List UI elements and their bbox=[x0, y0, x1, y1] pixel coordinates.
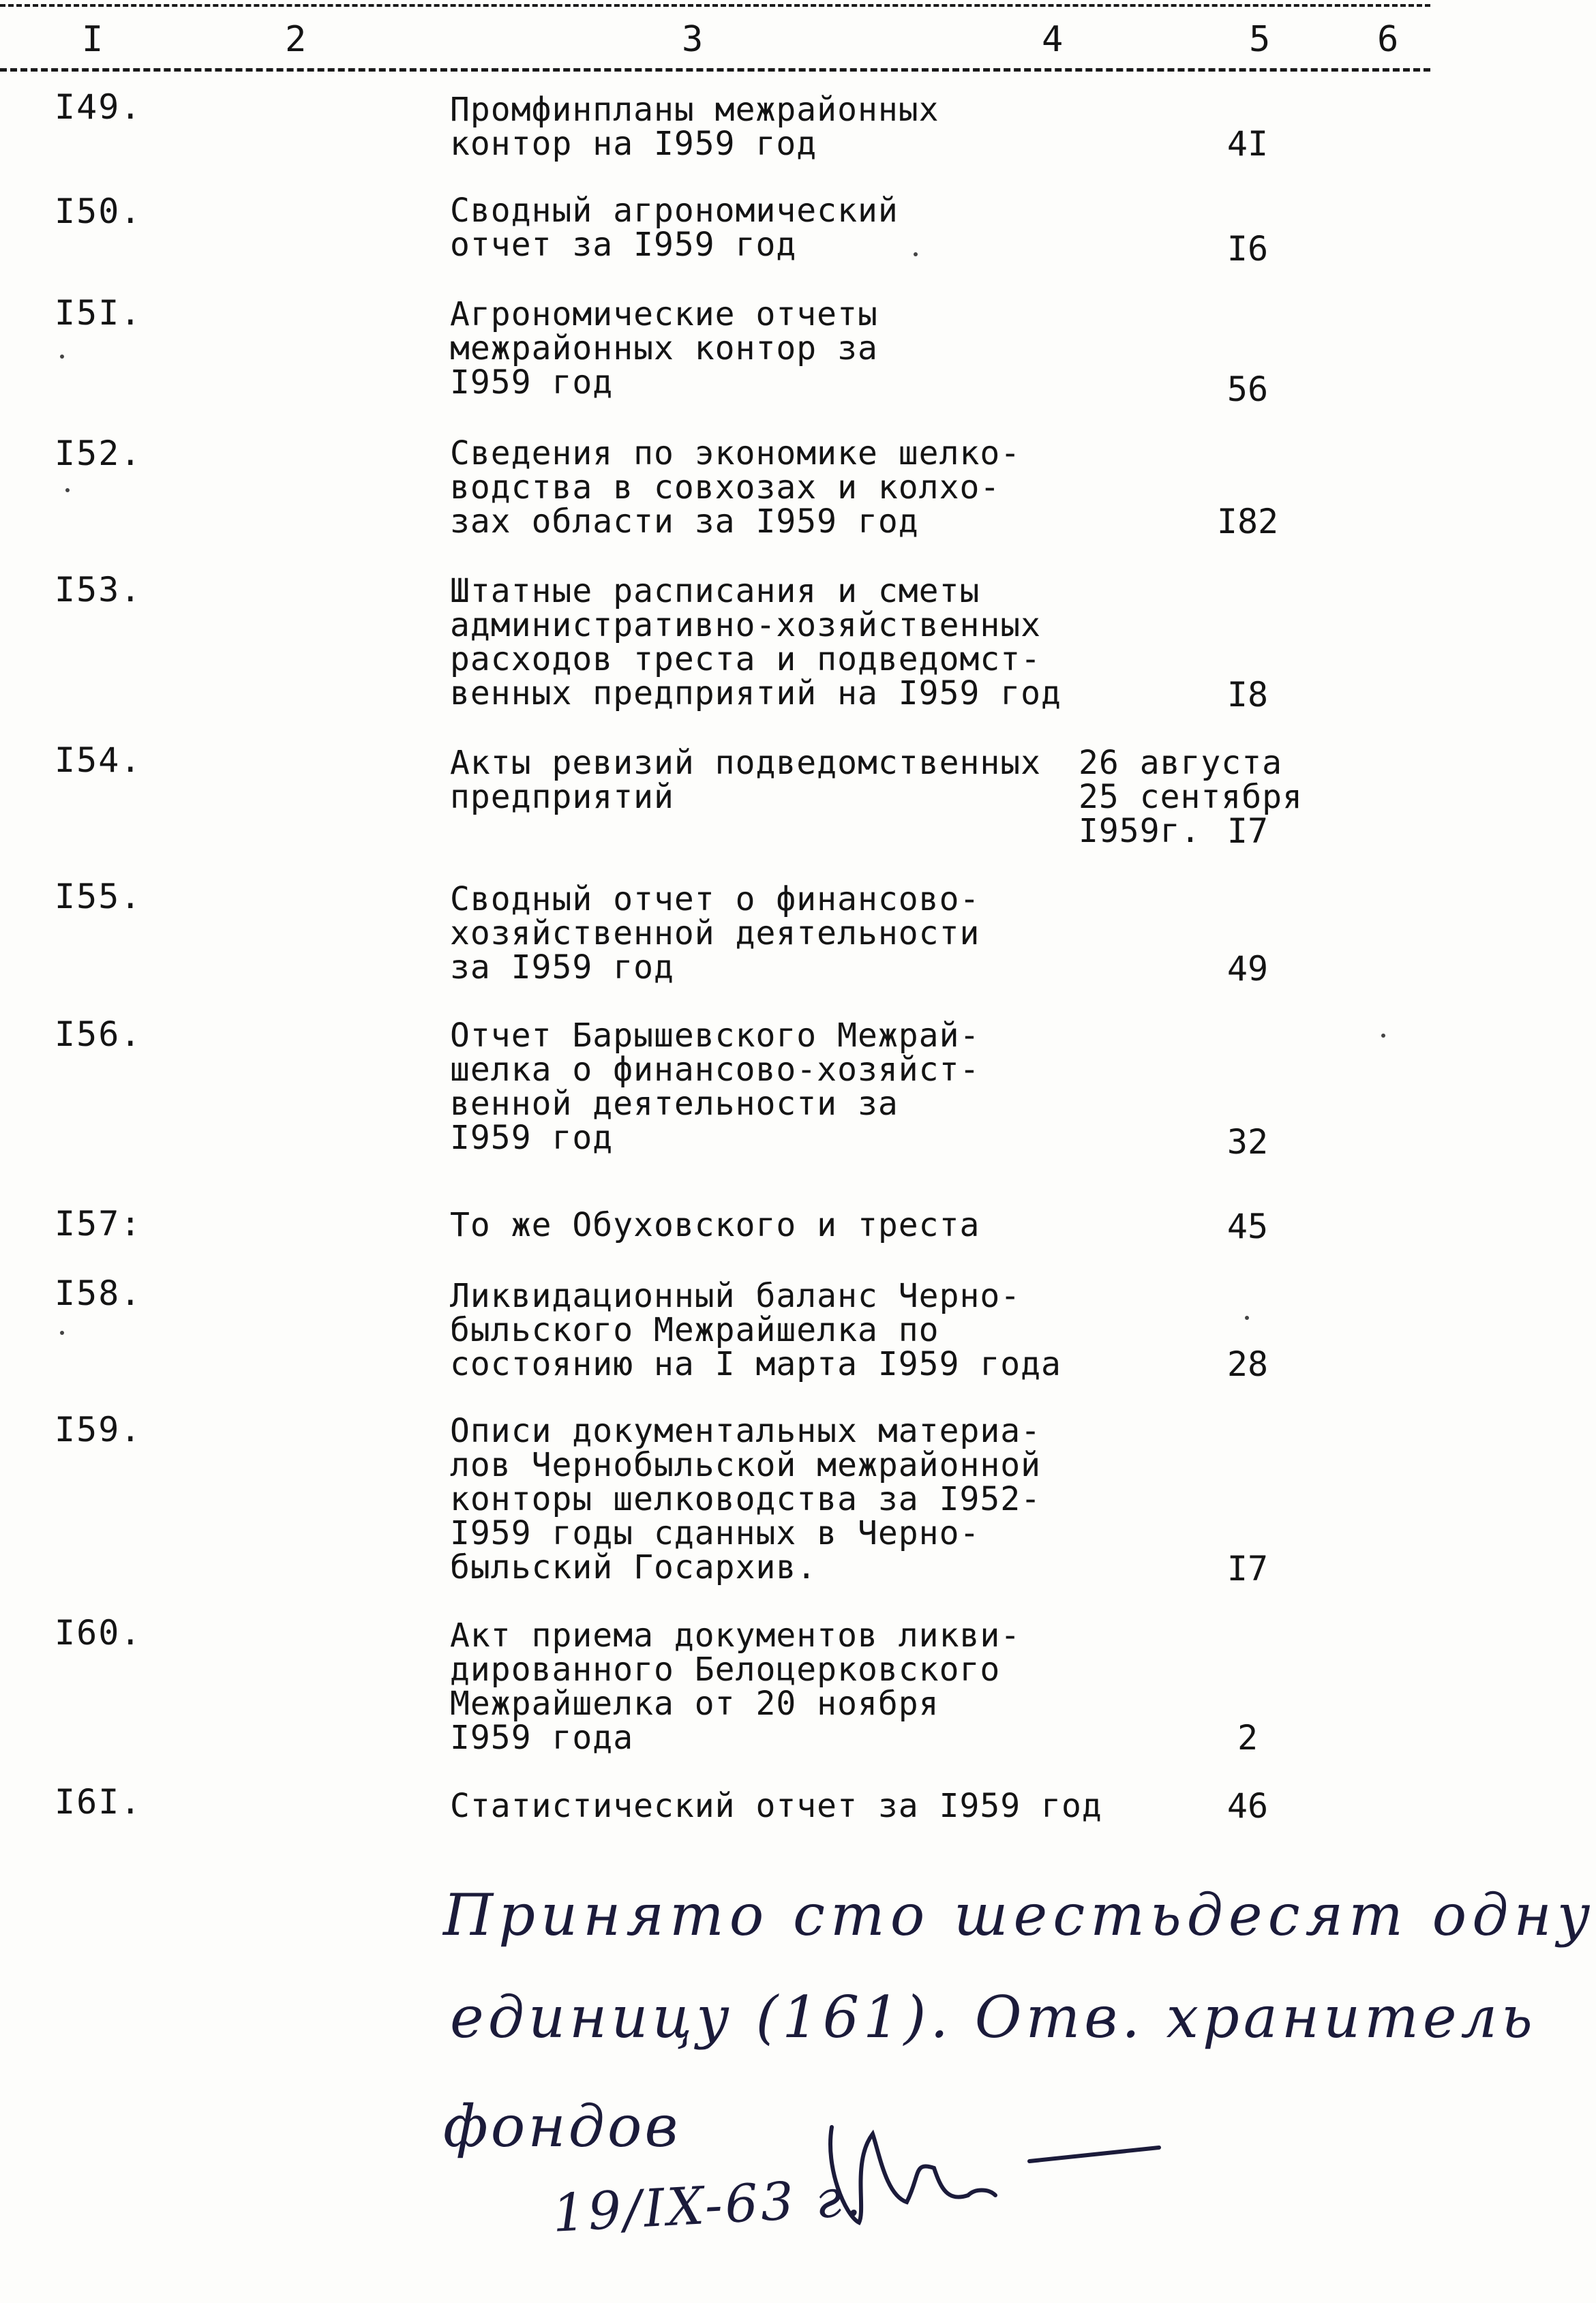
row-number: I54. bbox=[55, 740, 142, 780]
row-title bbox=[450, 194, 1091, 262]
row-title bbox=[450, 880, 1091, 987]
row-title-line: Статистический отчет за I959 год bbox=[450, 1787, 1102, 1825]
row-title-line: Ликвидационный баланс Черно- bbox=[450, 1277, 1021, 1315]
row-title-line: Отчет Барышевского Межрай- bbox=[450, 1017, 980, 1055]
row-number: I53. bbox=[55, 570, 142, 609]
handwritten-note-line: фондов bbox=[443, 2093, 681, 2160]
row-title-line: Сведения по экономике шелко- bbox=[450, 434, 1021, 472]
row-number: I49. bbox=[55, 87, 142, 127]
row-number: I6I. bbox=[55, 1782, 142, 1822]
row-title-line: водства в совхозах и колхо- bbox=[450, 468, 1001, 507]
row-title-line: Сводный агрономический bbox=[450, 192, 899, 230]
row-title-line: конторы шелководства за I952- bbox=[450, 1480, 1042, 1518]
row-date-line: 25 сентября bbox=[1079, 778, 1303, 816]
row-title bbox=[450, 1414, 1091, 1584]
row-number: I50. bbox=[55, 192, 142, 231]
handwritten-note-line: Принято сто шестьдесят одну bbox=[443, 1882, 1596, 1948]
scan-speck bbox=[60, 355, 64, 359]
row-title bbox=[450, 1208, 1091, 1242]
column-header-1: I bbox=[82, 19, 104, 60]
column-header-6: 6 bbox=[1377, 19, 1399, 60]
row-title-line: расходов треста и подведомст- bbox=[450, 640, 1042, 678]
row-number: I60. bbox=[55, 1613, 142, 1653]
column-header-4: 4 bbox=[1042, 19, 1064, 60]
row-sheet-count: I7 bbox=[1226, 811, 1269, 851]
row-sheet-count: 46 bbox=[1226, 1786, 1269, 1826]
handwritten-date: 19/IX-63 г. bbox=[550, 2167, 865, 2244]
row-title-line: межрайонных контор за bbox=[450, 329, 878, 367]
row-title-line: отчет за I959 год bbox=[450, 226, 797, 264]
column-header-5: 5 bbox=[1249, 19, 1271, 60]
row-title-line: административно-хозяйственных bbox=[450, 606, 1042, 644]
row-title-line: Штатные расписания и сметы bbox=[450, 572, 980, 610]
row-title-line: Акт приема документов ликви- bbox=[450, 1616, 1021, 1655]
row-sheet-count: I82 bbox=[1216, 502, 1279, 541]
row-sheet-count: 45 bbox=[1226, 1207, 1269, 1246]
row-title-line: Акты ревизий подведомственных bbox=[450, 744, 1042, 782]
row-title-line: I959 год bbox=[450, 363, 614, 402]
row-title-line: I959 год bbox=[450, 1119, 614, 1157]
scan-speck bbox=[60, 1331, 64, 1335]
row-sheet-count: 4I bbox=[1226, 124, 1269, 164]
row-sheet-count: 2 bbox=[1237, 1718, 1259, 1758]
row-date-line: 26 августа bbox=[1079, 744, 1282, 782]
row-number: I52. bbox=[55, 434, 142, 473]
row-title-line: за I959 год bbox=[450, 948, 674, 987]
row-title-line: Описи документальных материа- bbox=[450, 1412, 1042, 1450]
row-number: I55. bbox=[55, 877, 142, 916]
row-date-line: I959г. bbox=[1079, 812, 1201, 850]
row-sheet-count: 28 bbox=[1226, 1344, 1269, 1384]
row-title-line: состоянию на I марта I959 года bbox=[450, 1345, 1062, 1383]
row-title-line: быльский Госархив. bbox=[450, 1548, 817, 1586]
row-title-line: быльского Межрайшелка по bbox=[450, 1311, 939, 1349]
column-header-3: 3 bbox=[682, 19, 704, 60]
row-title-line: контор на I959 год bbox=[450, 125, 817, 163]
row-title bbox=[450, 746, 1091, 814]
row-sheet-count: 56 bbox=[1226, 370, 1269, 409]
row-title-line: дированного Белоцерковского bbox=[450, 1651, 1001, 1689]
row-title-line: предприятий bbox=[450, 778, 674, 816]
row-title bbox=[450, 436, 1091, 539]
row-title bbox=[450, 1787, 1102, 1825]
top-dashed-rule bbox=[0, 4, 1430, 7]
row-title-line: I959 года bbox=[450, 1719, 634, 1757]
row-sheet-count: 32 bbox=[1226, 1122, 1269, 1162]
row-title-line: лов Чернобыльской межрайонной bbox=[450, 1446, 1042, 1484]
row-sheet-count: I6 bbox=[1226, 229, 1269, 269]
scan-speck bbox=[914, 252, 918, 256]
row-sheet-count: 49 bbox=[1226, 949, 1269, 989]
row-title-line: зах области за I959 год bbox=[450, 502, 919, 541]
scan-speck bbox=[1381, 1034, 1385, 1038]
row-title bbox=[450, 1019, 1091, 1155]
row-title-line: То же Обуховского и треста bbox=[450, 1206, 980, 1244]
row-number: I59. bbox=[55, 1410, 142, 1449]
scan-speck bbox=[1245, 1316, 1249, 1320]
handwritten-signature bbox=[804, 2086, 1186, 2236]
row-title bbox=[450, 1279, 1091, 1381]
row-sheet-count: I7 bbox=[1226, 1549, 1269, 1589]
row-title bbox=[450, 1616, 1091, 1757]
row-title-line: Промфинпланы межрайонных bbox=[450, 91, 939, 129]
scan-speck bbox=[65, 488, 70, 492]
row-title-line: Межрайшелка от 20 ноября bbox=[450, 1685, 939, 1723]
row-number: I56. bbox=[55, 1014, 142, 1054]
header-dashed-rule bbox=[0, 68, 1430, 72]
row-number: I58. bbox=[55, 1274, 142, 1313]
handwritten-note-line: единицу (161). Отв. хранитель bbox=[450, 1984, 1537, 2051]
row-title-line: шелка о финансово-хозяйст- bbox=[450, 1051, 980, 1089]
row-sheet-count: I8 bbox=[1226, 675, 1269, 714]
row-title-line: венной деятельности за bbox=[450, 1085, 899, 1123]
row-number: I57: bbox=[55, 1204, 142, 1244]
row-title-line: Сводный отчет о финансово- bbox=[450, 880, 980, 918]
row-title-line: I959 годы сданных в Черно- bbox=[450, 1514, 980, 1552]
row-title-line: хозяйственной деятельности bbox=[450, 914, 980, 952]
row-title-line: Агрономические отчеты bbox=[450, 295, 878, 333]
row-title-line: венных предприятий на I959 год bbox=[450, 674, 1062, 712]
column-header-2: 2 bbox=[285, 19, 307, 60]
row-title bbox=[450, 574, 1091, 710]
row-title bbox=[450, 297, 1091, 400]
row-title bbox=[450, 93, 1091, 161]
row-number: I5I. bbox=[55, 293, 142, 333]
